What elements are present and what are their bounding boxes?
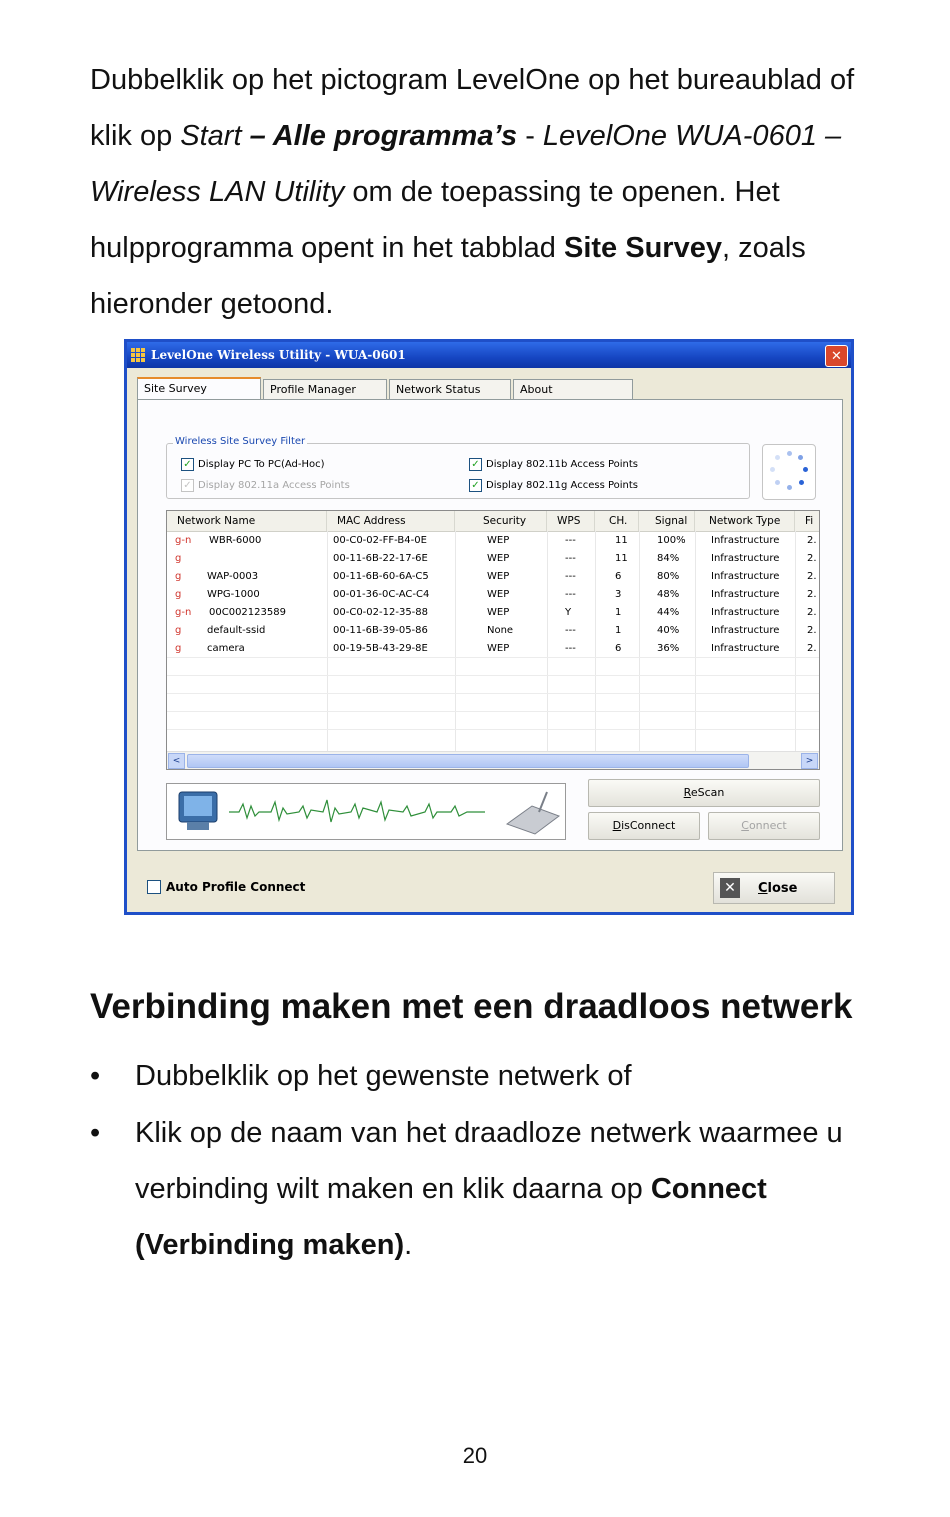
column-mac-address[interactable]: MAC Address [327, 511, 455, 531]
cell-ch: 3 [615, 589, 622, 600]
scroll-left-icon[interactable]: < [168, 753, 185, 769]
cell-sec: WEP [487, 571, 510, 582]
cell-ch: 6 [615, 571, 622, 582]
wireless-signal-icon: g [175, 643, 182, 654]
filter-legend: Wireless Site Survey Filter [175, 436, 306, 447]
column-channel[interactable]: CH. [595, 511, 639, 531]
column-signal[interactable]: Signal [639, 511, 695, 531]
cell-fi: 2. [807, 607, 817, 618]
check-icon: ✓ [469, 479, 482, 492]
page-number: 20 [462, 1443, 488, 1468]
cell-wps: --- [565, 589, 576, 600]
cell-wps: --- [565, 625, 576, 636]
80211b-label: Display 802.11b Access Points [486, 459, 639, 470]
title-bar [127, 342, 851, 368]
table-row[interactable] [167, 604, 819, 622]
column-wps[interactable]: WPS [547, 511, 595, 531]
check-icon: ✓ [181, 458, 194, 471]
tab-site-survey[interactable]: Site Survey [137, 377, 261, 401]
80211b-checkbox[interactable] [469, 458, 638, 471]
intro-text-1: Dubbelklik op het pictogram LevelOne op het bureaublad of klik op [90, 64, 855, 152]
cell-ch: 1 [615, 607, 622, 618]
rescan-button[interactable]: ReScan [588, 779, 820, 807]
site-survey-panel [137, 399, 843, 851]
check-icon: ✓ [469, 458, 482, 471]
cell-sig: 36% [657, 643, 680, 654]
app-icon [131, 348, 145, 362]
cell-ch: 11 [615, 535, 628, 546]
wireless-signal-icon: g [175, 571, 182, 582]
connect-ref: Connect (Verbinding maken) [135, 1173, 767, 1261]
table-row[interactable] [167, 532, 819, 550]
check-icon: ✓ [181, 479, 194, 492]
cell-type: Infrastructure [711, 553, 780, 564]
table-row[interactable] [167, 640, 819, 658]
network-list[interactable] [166, 510, 820, 770]
tab-bar [137, 379, 635, 401]
column-network-type[interactable]: Network Type [695, 511, 795, 531]
cell-sec: WEP [487, 553, 510, 564]
table-row[interactable] [167, 622, 819, 640]
cell-type: Infrastructure [711, 643, 780, 654]
cell-fi: 2. [807, 535, 817, 546]
table-row[interactable] [167, 568, 819, 586]
adhoc-checkbox[interactable] [181, 458, 325, 471]
cell-fi: 2. [807, 625, 817, 636]
cell-fi: 2. [807, 571, 817, 582]
network-name: WAP-0003 [207, 571, 259, 582]
wireless-signal-icon: g-n [175, 535, 192, 546]
connect-button[interactable]: Connect [708, 812, 820, 840]
cell-wps: --- [565, 571, 576, 582]
cell-sig: 100% [657, 535, 686, 546]
wireless-signal-icon: g [175, 625, 182, 636]
cell-mac: 00-11-6B-60-6A-C5 [333, 571, 429, 582]
cell-mac: 00-11-6B-22-17-6E [333, 553, 428, 564]
cell-sig: 44% [657, 607, 680, 618]
section-heading: Verbinding maken met een draadloos netwerk [90, 987, 853, 1026]
cell-type: Infrastructure [711, 535, 780, 546]
cell-sig: 84% [657, 553, 680, 564]
disconnect-button[interactable]: DisConnect [588, 812, 700, 840]
cell-sec: WEP [487, 535, 510, 546]
cell-ch: 1 [615, 625, 622, 636]
tab-network-status[interactable]: Network Status [389, 379, 511, 400]
product-ref: LevelOne WUA-0601 –Wireless LAN Utility [90, 120, 842, 208]
start-menu-ref: Start [180, 120, 242, 152]
bullet-icon: • [90, 1060, 101, 1092]
cell-type: Infrastructure [711, 607, 780, 618]
scroll-right-icon[interactable]: > [801, 753, 818, 769]
checkbox-box [147, 880, 161, 894]
wireless-signal-icon: g [175, 589, 182, 600]
cell-sec: WEP [487, 589, 510, 600]
cell-sig: 40% [657, 625, 680, 636]
tab-about[interactable]: About [513, 379, 633, 400]
bullet-icon: • [90, 1117, 101, 1149]
adhoc-label: Display PC To PC(Ad-Hoc) [198, 459, 325, 470]
scanning-spinner-icon [762, 444, 816, 500]
column-frequency[interactable]: Fi [795, 511, 820, 531]
cell-mac: 00-C0-02-FF-B4-0E [333, 535, 427, 546]
programs-ref: Alle programma’s [272, 120, 518, 152]
cell-sec: WEP [487, 643, 510, 654]
cell-fi: 2. [807, 643, 817, 654]
80211g-checkbox[interactable] [469, 479, 638, 492]
cell-sec: None [487, 625, 514, 636]
horizontal-scrollbar[interactable] [167, 751, 819, 769]
bullet-text: Klik op de naam van het draadloze netwerk waarmee u verbinding wilt maken en klik daarna op Connect (Verbinding maken). [135, 1117, 843, 1261]
cell-fi: 2. [807, 589, 817, 600]
dash: - [517, 120, 543, 152]
cell-sig: 80% [657, 571, 680, 582]
close-button[interactable]: ✕ Close [713, 872, 835, 904]
intro-text-3: , zoals hieronder getoond. [90, 232, 806, 320]
survey-filter-group [166, 436, 750, 499]
network-name: camera [207, 643, 245, 654]
wireless-signal-icon: g-n [175, 607, 192, 618]
intro-text-2: om de toepassing te openen. Het hulpprogramma opent in het tabblad [90, 176, 780, 264]
network-name: 00C002123589 [209, 607, 286, 618]
80211a-checkbox [181, 479, 350, 492]
cell-mac: 00-11-6B-39-05-86 [333, 625, 428, 636]
wireless-utility-window [124, 339, 854, 915]
wireless-signal-icon: g [175, 553, 182, 564]
table-row[interactable] [167, 586, 819, 604]
cell-type: Infrastructure [711, 625, 780, 636]
80211g-label: Display 802.11g Access Points [486, 480, 639, 491]
80211a-label: Display 802.11a Access Points [198, 480, 350, 491]
network-name: WPG-1000 [207, 589, 260, 600]
dash: – [241, 120, 273, 152]
cell-mac: 00-C0-02-12-35-88 [333, 607, 429, 618]
site-survey-ref: Site Survey [563, 232, 722, 264]
column-security[interactable]: Security [455, 511, 547, 531]
network-name: WBR-6000 [209, 535, 262, 546]
cell-sig: 48% [657, 589, 680, 600]
cell-wps: --- [565, 643, 576, 654]
cell-mac: 00-01-36-0C-AC-C4 [333, 589, 430, 600]
cell-type: Infrastructure [711, 589, 780, 600]
cell-fi: 2. [807, 553, 817, 564]
intro-paragraph [90, 52, 890, 332]
cell-mac: 00-19-5B-43-29-8E [333, 643, 428, 654]
cell-wps: --- [565, 553, 576, 564]
close-icon: ✕ [720, 878, 740, 898]
list-header [167, 511, 819, 532]
column-network-name[interactable]: Network Name [167, 511, 327, 531]
cell-ch: 6 [615, 643, 622, 654]
signal-monitor [166, 783, 566, 840]
cell-ch: 11 [615, 553, 628, 564]
cell-sec: WEP [487, 607, 510, 618]
cell-type: Infrastructure [711, 571, 780, 582]
scroll-thumb[interactable] [187, 754, 749, 768]
network-name: default-ssid [207, 625, 266, 636]
table-row[interactable] [167, 550, 819, 568]
window-close-button[interactable]: ✕ [825, 345, 848, 367]
tab-profile-manager[interactable]: Profile Manager [263, 379, 387, 400]
auto-profile-checkbox[interactable] [147, 880, 305, 894]
cell-wps: --- [565, 535, 576, 546]
connection-animation-icon [167, 784, 565, 839]
auto-profile-label: Auto Profile Connect [166, 880, 306, 894]
cell-wps: Y [565, 607, 572, 618]
bullet-text: Dubbelklik op het gewenste netwerk of [135, 1060, 632, 1092]
window-title: LevelOne Wireless Utility - WUA-0601 [151, 348, 406, 362]
